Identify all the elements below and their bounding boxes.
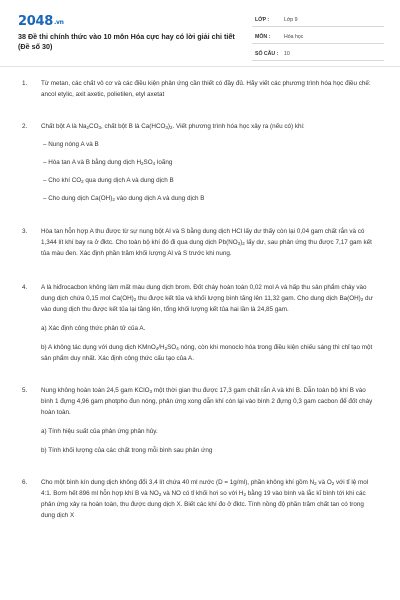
question-text: Nung không hoàn toàn 24,5 gam KClO$_3$ một thời gian thu được 17,3 gam chất rắn A và khí B. Dẫn toàn bộ khí B vào bình 1 đựng 4,96 gam photpho đun nóng, phản ứng xong dẫn khí còn lại vào bình 2 đựng 0,3 gam cacbon để đốt cháy hoàn toàn. xyxy=(41,387,373,416)
document-title: 38 Đề thi chính thức vào 10 môn Hóa cực hay có lời giải chi tiết (Đề số 30) xyxy=(18,32,235,51)
question-list xyxy=(0,78,400,521)
question-number: 3. xyxy=(22,228,28,235)
question-body xyxy=(41,282,377,364)
question-number: 2. xyxy=(22,123,28,130)
question-body xyxy=(41,477,377,521)
question-5 xyxy=(0,385,400,456)
question-body xyxy=(41,78,377,100)
question-text: Hòa tan hỗn hợp A thu được từ sự nung bột Al và S bằng dung dịch HCl lấy dư thấy còn lại 0,04 gam chất rắn và có 1,344 lít khí bay ra ở đktc. Cho toàn bộ khí đó đi qua dung dịch $Pb(NO_3)_2$ lấy dư, sau phản ứng thu được 7,17 gam kết tủa màu đen. Xác định phần trăm khối lượng Al và S trước khi nung. xyxy=(41,228,372,257)
question-subitem: – Hòa tan A và B bằng dung dịch $H_2SO_4$ loãng xyxy=(43,159,173,166)
question-text: Chất bột A là $Na_2CO_3$, chất bột B là $Ca(HCO_3)_2$. Viết phương trình hóa học xảy ra (nếu có) khi: xyxy=(41,123,305,130)
question-6 xyxy=(0,477,400,521)
question-2 xyxy=(0,121,400,204)
question-body xyxy=(41,385,377,456)
document-header xyxy=(0,0,400,62)
site-logo[interactable]: 2048.vn xyxy=(18,14,64,29)
header-divider xyxy=(0,66,400,67)
question-subitem: – Cho dung dịch $Ca(OH)_2$ vào dung dịch A và dung dịch B xyxy=(43,195,205,202)
question-subitem: b) A không tác dụng với dung dịch $KMnO_4/H_2SO_4$ nóng, còn khi monoclo hóa trong điều kiện chiếu sáng thì chỉ tạo một sản phẩm duy nhất. Xác định công thức cấu tạo của A. xyxy=(41,344,373,362)
question-body xyxy=(41,226,377,259)
question-number: 4. xyxy=(22,284,28,291)
question-subitem: – Nung nóng A và B xyxy=(43,141,99,148)
meta-class-row: LỚP : Lớp 9 xyxy=(252,14,384,27)
question-number: 6. xyxy=(22,479,28,486)
question-subitem: – Cho khí $CO_2$ qua dung dịch A và dung dịch B xyxy=(43,177,174,184)
document-meta xyxy=(252,14,384,65)
question-number: 5. xyxy=(22,387,28,394)
question-text: A là hiđrocacbon không làm mất màu dung dịch brom. Đốt cháy hoàn toàn 0,02 mol A và hấp thu sản phẩm cháy vào dung dịch chứa 0,15 mol $Ca(OH)_2$ thu được kết tủa và khối lượng bình tăng lên 11,32 gam. Cho dung dịch $Ba(OH)_2$ dư vào dung dịch thu được kết tủa lại tăng lên, tổng khối lượng kết tủa hai lần là 24,85 gam. xyxy=(41,284,373,313)
meta-subject-row: MÔN : Hóa học xyxy=(252,31,384,44)
question-text: Từ metan, các chất vô cơ và các điều kiện phản ứng cần thiết có đầy đủ. Hãy viết các phương trình hóa học điều chế: ancol etylic, axit axetic, polietilen, etyl axetat xyxy=(41,80,371,98)
question-1 xyxy=(0,78,400,100)
question-body xyxy=(41,121,377,204)
question-number: 1. xyxy=(22,80,28,87)
question-subitem: a) Xác định công thức phân tử của A. xyxy=(41,325,146,332)
meta-count-row: SỐ CÂU : 10 xyxy=(252,48,384,61)
question-subitem: b) Tính khối lượng của các chất trong mỗi bình sau phản ứng xyxy=(41,447,213,454)
question-text: Cho một bình kín dung dịch không đổi 3,4 lít chứa 40 ml nước (D = 1g/ml), phần không khí gồm $N_2$ và $O_2$ với tỉ lệ mol 4:1. Bơm hết 896 ml hỗn hợp khí B và $NO_2$ và NO có tỉ khối hơi so với $H_2$ bằng 19 vào bình và lắc kĩ bình tới khi các phản ứng xảy ra hoàn toàn, thu được dung dịch X. Biết các khí đo ở đktc. Tính nồng độ phần trăm chất tan có trong dung dịch X xyxy=(41,479,369,519)
question-3 xyxy=(0,226,400,259)
question-subitem: a) Tính hiệu suất của phản ứng phân hủy. xyxy=(41,428,158,435)
question-4 xyxy=(0,282,400,364)
